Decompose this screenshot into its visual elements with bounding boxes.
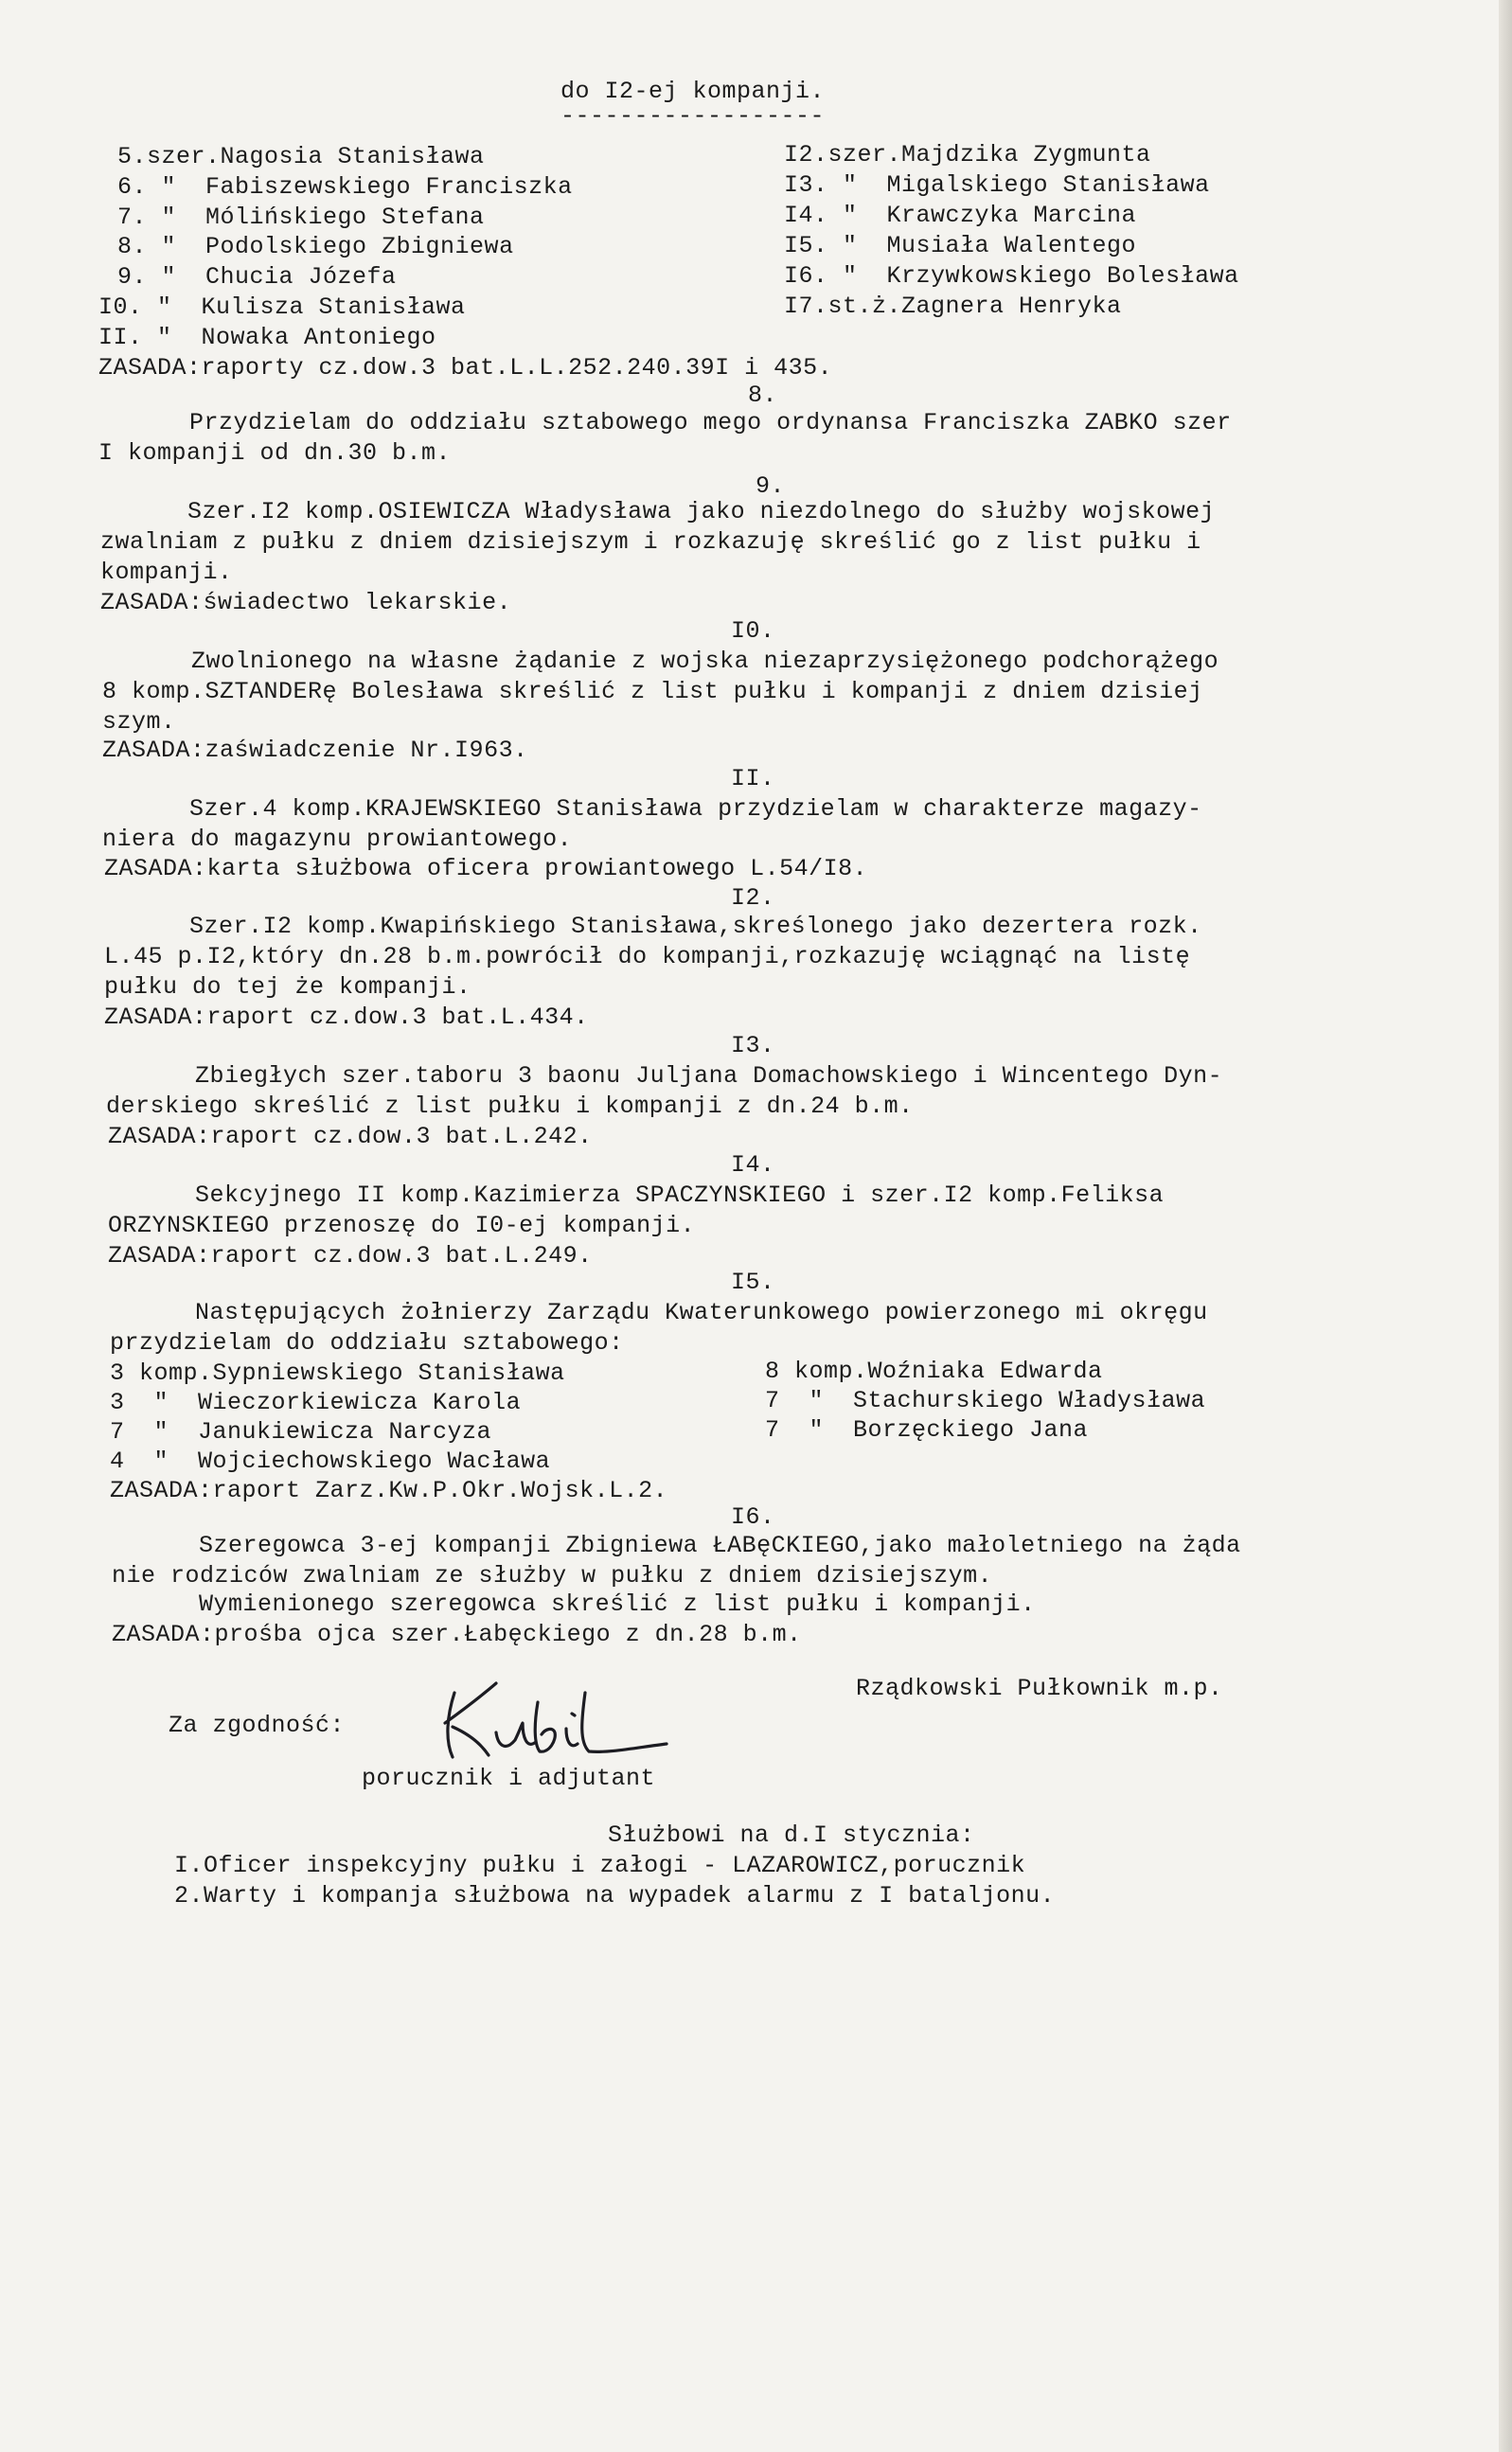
duty-heading: Służbowi na d.I stycznia: — [608, 1821, 975, 1849]
duty-line: I.Oficer inspekcyjny pułku i załogi - LAZAROWICZ,porucznik — [174, 1852, 1026, 1879]
section-line: Szeregowca 3-ej kompanji Zbigniewa ŁABęCKIEGO,jako małoletniego na żąda — [199, 1532, 1241, 1559]
section-line: I kompanji od dn.30 b.m. — [98, 439, 452, 467]
assignment-left-item: 5.szer.Nagosia Stanisława — [117, 143, 485, 170]
section-line: ZASADA:karta służbowa oficera prowiantowego L.54/I8. — [104, 855, 868, 882]
section-number: 8. — [748, 382, 778, 409]
section-number: I3. — [731, 1032, 775, 1059]
section-number: I4. — [731, 1151, 775, 1179]
section-line: ZASADA:raport cz.dow.3 bat.L.249. — [108, 1242, 593, 1270]
section-line: szym. — [102, 708, 176, 736]
section-number: I6. — [731, 1503, 775, 1531]
section-line: ZASADA:prośba ojca szer.Łabęckiego z dn.28 b.m. — [112, 1621, 802, 1648]
section-line: Sekcyjnego II komp.Kazimierza SPACZYNSKIEGO i szer.I2 komp.Feliksa — [195, 1182, 1165, 1209]
adjutant-title: porucznik i adjutant — [362, 1765, 656, 1792]
section-line: kompanji. — [100, 559, 233, 586]
section-number: 9. — [756, 472, 786, 500]
section-line: Wymienionego szeregowca skreślić z list pułku i kompanji. — [199, 1590, 1036, 1618]
section-line: ZASADA:raport Zarz.Kw.P.Okr.Wojsk.L.2. — [110, 1477, 668, 1504]
assignment-right-item: I7.st.ż.Zagnera Henryka — [784, 293, 1122, 320]
transfer-left-item: 3 komp.Sypniewskiego Stanisława — [110, 1359, 565, 1387]
section-line: Szer.I2 komp.Kwapińskiego Stanisława,skreślonego jako dezertera rozk. — [189, 913, 1202, 940]
section-line: niera do magazynu prowiantowego. — [102, 826, 573, 853]
section-line: Zbiegłych szer.taboru 3 baonu Juljana Domachowskiego i Wincentego Dyn- — [195, 1062, 1223, 1090]
section-number: I5. — [731, 1269, 775, 1296]
section-line: 8 komp.SZTANDERę Bolesława skreślić z list pułku i kompanji z dniem dzisiej — [102, 678, 1203, 705]
assignment-left-item: II. " Nowaka Antoniego — [98, 324, 436, 351]
assignment-basis: ZASADA:raporty cz.dow.3 bat.L.L.252.240.39I i 435. — [98, 354, 833, 382]
section-line: Szer.I2 komp.OSIEWICZA Władysława jako niezdolnego do służby wojskowej — [187, 498, 1216, 525]
attest-label: Za zgodność: — [169, 1712, 346, 1739]
section-line: ZASADA:świadectwo lekarskie. — [100, 589, 512, 616]
section-line: ZASADA:raport cz.dow.3 bat.L.242. — [108, 1123, 593, 1150]
assignment-left-item: 7. " Mólińskiego Stefana — [117, 204, 485, 231]
section-line: nie rodziców zwalniam ze służby w pułku z dniem dzisiejszym. — [112, 1562, 993, 1590]
section-line: Przydzielam do oddziału sztabowego mego ordynansa Franciszka ZABKO szer — [189, 409, 1232, 436]
section-line: zwalniam z pułku z dniem dzisiejszym i rozkazuję skreślić go z list pułku i — [100, 528, 1201, 556]
assignment-right-item: I4. " Krawczyka Marcina — [784, 202, 1137, 229]
transfer-left-item: 3 " Wieczorkiewicza Karola — [110, 1389, 522, 1416]
assignment-right-item: I2.szer.Majdzika Zygmunta — [784, 141, 1151, 169]
section-line: derskiego skreślić z list pułku i kompanji z dn.24 b.m. — [106, 1093, 914, 1120]
assignment-right-item: I5. " Musiała Walentego — [784, 232, 1137, 259]
commander-signature: Rządkowski Pułkownik m.p. — [856, 1675, 1223, 1702]
assignment-left-item: 9. " Chucia Józefa — [117, 263, 397, 291]
duty-line: 2.Warty i kompanja służbowa na wypadek alarmu z I bataljonu. — [174, 1882, 1056, 1910]
section-line: przydzielam do oddziału sztabowego: — [110, 1329, 624, 1357]
handwritten-signature — [428, 1674, 674, 1765]
title-underline: ------------------ — [560, 102, 826, 130]
section-line: Następujących żołnierzy Zarządu Kwaterunkowego powierzonego mi okręgu — [195, 1299, 1208, 1326]
section-line: ZASADA:raport cz.dow.3 bat.L.434. — [104, 1004, 589, 1031]
transfer-right-item: 7 " Stachurskiego Władysława — [765, 1387, 1206, 1414]
assignment-left-item: 8. " Podolskiego Zbigniewa — [117, 233, 514, 260]
section-number: I2. — [731, 884, 775, 912]
section-number: I0. — [731, 617, 775, 645]
section-line: Szer.4 komp.KRAJEWSKIEGO Stanisława przydzielam w charakterze magazy- — [189, 795, 1202, 823]
transfer-left-item: 7 " Janukiewicza Narcyza — [110, 1418, 492, 1446]
transfer-left-item: 4 " Wojciechowskiego Wacława — [110, 1448, 551, 1475]
transfer-right-item: 7 " Borzęckiego Jana — [765, 1416, 1089, 1444]
section-line: ORZYNSKIEGO przenoszę do I0-ej kompanji. — [108, 1212, 696, 1239]
assignment-right-item: I6. " Krzywkowskiego Bolesława — [784, 262, 1239, 290]
section-line: Zwolnionego na własne żądanie z wojska niezaprzysiężonego podchorążego — [191, 648, 1219, 675]
assignment-left-item: 6. " Fabiszewskiego Franciszka — [117, 173, 573, 201]
section-line: ZASADA:zaświadczenie Nr.I963. — [102, 737, 528, 764]
section-line: pułku do tej że kompanji. — [104, 973, 471, 1001]
section-number: II. — [731, 765, 775, 792]
transfer-right-item: 8 komp.Woźniaka Edwarda — [765, 1358, 1103, 1385]
section-line: L.45 p.I2,który dn.28 b.m.powrócił do kompanji,rozkazuję wciągnąć na listę — [104, 943, 1191, 970]
document-title: do I2-ej kompanji. — [560, 78, 826, 105]
assignment-right-item: I3. " Migalskiego Stanisława — [784, 171, 1210, 199]
assignment-left-item: I0. " Kulisza Stanisława — [98, 293, 466, 321]
